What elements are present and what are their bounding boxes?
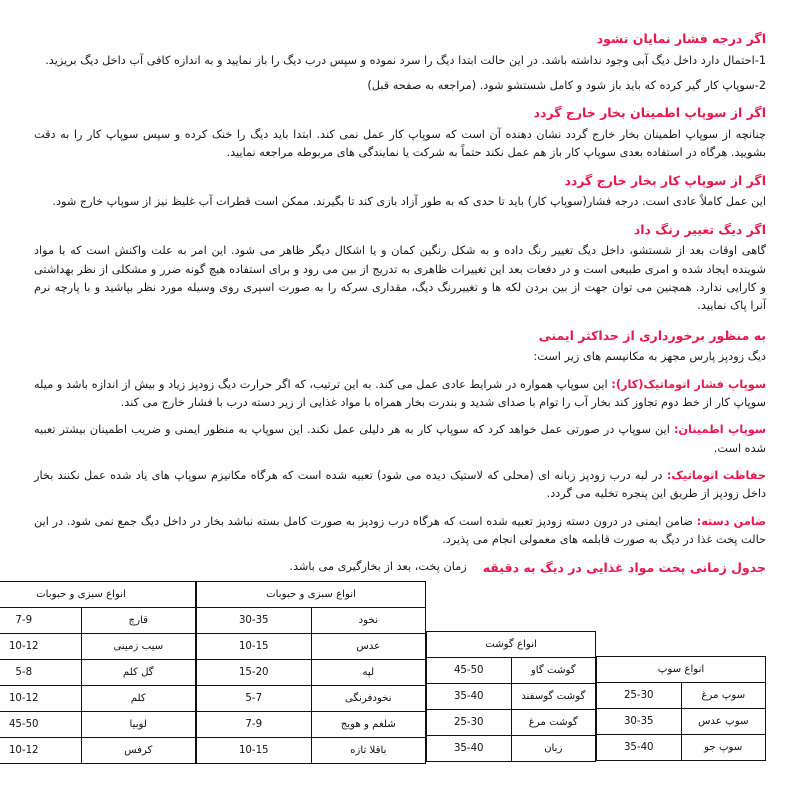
table-row xyxy=(0,608,196,634)
table-row xyxy=(197,686,426,712)
soup-name: سوپ عدس xyxy=(681,709,766,735)
table-header-soup: انواع سوپ xyxy=(597,657,766,683)
table-row xyxy=(0,634,196,660)
veg-name: نخودفرنگی xyxy=(311,686,426,712)
table-header-vegetables: انواع سبزی و حبوبات xyxy=(0,582,196,608)
soup-name: سوپ مرغ xyxy=(681,683,766,709)
meat-time: 25-30 xyxy=(427,710,512,736)
meat-table-wrap xyxy=(426,631,596,762)
safety-intro: دیگ زودپز پارس مجهز به مکانیسم های زیر است: xyxy=(533,350,766,364)
veg-time: 10-15 xyxy=(197,634,312,660)
safety-item-label: سوپاپ فشار اتوماتیک(کار): xyxy=(611,377,766,391)
veg-time: 45-50 xyxy=(0,712,81,738)
tables-subtitle: زمان پخت، بعد از بخارگیری می باشد. xyxy=(289,560,467,574)
table-row xyxy=(0,582,196,608)
table-row xyxy=(597,735,766,761)
vegetables1-table-wrap xyxy=(196,581,426,764)
safety-item-handle-latch xyxy=(34,513,766,550)
table-header-meat: انواع گوشت xyxy=(427,632,596,658)
safety-item-text: ضامن ایمنی در درون دسته زودپز تعبیه شده است که هرگاه درب زودپز به صورت کامل بسته نباشد بخار در داخل دیگ جمع نمی شود. در این حالت پخت غذا در دیگ به صورت قابلمه های معمولی انجام می پذیرد. xyxy=(34,514,766,546)
table-header-vegetables: انواع سبزی و حبوبات xyxy=(197,582,426,608)
veg-name: لپه xyxy=(311,660,426,686)
safety-item-text: این سوپاپ در صورتی عمل خواهد کرد که سوپاپ کار به هر دلیلی عمل نکند. این سوپاپ به منظور ایمنی و ضریب اطمینان بیشتر تعبیه شده است. xyxy=(34,423,766,455)
table-vegetables-1 xyxy=(196,581,426,764)
table-row xyxy=(197,608,426,634)
safety-item-label: حفاظت اتوماتیک: xyxy=(666,468,766,482)
veg-time: 7-9 xyxy=(197,712,312,738)
veg-time: 5-7 xyxy=(197,686,312,712)
table-row xyxy=(427,710,596,736)
section-heading-working-valve-steam: اگر از سوپاپ کار بخار خارج گردد xyxy=(564,172,766,188)
table-row xyxy=(0,686,196,712)
soup-name: سوپ جو xyxy=(681,735,766,761)
table-row xyxy=(0,712,196,738)
veg-time: 10-12 xyxy=(0,686,81,712)
table-row xyxy=(0,660,196,686)
veg-name: گل کلم xyxy=(81,660,196,686)
table-meat xyxy=(426,631,596,762)
tables-row xyxy=(8,581,766,764)
table-row xyxy=(197,582,426,608)
safety-item-label: ضامن دسته: xyxy=(696,514,767,528)
safety-item-auto-protection xyxy=(34,467,766,504)
veg-time: 30-35 xyxy=(197,608,312,634)
table-row xyxy=(0,738,196,764)
meat-name: زبان xyxy=(511,736,596,762)
veg-name: باقلا تازه xyxy=(311,738,426,764)
veg-name: عدس xyxy=(311,634,426,660)
safety-item-text: در لبه درب زودپز زبانه ای (محلی که لاستیک دیده می شود) تعبیه شده است که هرگاه مکانیزم سوپاپ های یاد شده عمل نکنند بخار داخل زودپز از طریق این پنجره تخلیه می گردد. xyxy=(34,468,766,501)
section-paragraph: 1-احتمال دارد داخل دیگ آبی وجود نداشته باشد. در این حالت ابتدا دیگ را سرد نموده و سپس درب دیگ را باز نمایید و به اندازه کافی آب داخل دیگ بریزید. xyxy=(45,53,766,67)
table-row xyxy=(197,738,426,764)
table-row xyxy=(197,660,426,686)
tables-header-row xyxy=(34,560,766,575)
meat-name: گوشت گوسفند xyxy=(511,684,596,710)
table-vegetables-2 xyxy=(0,581,196,764)
meat-name: گوشت مرغ xyxy=(511,710,596,736)
meat-time: 35-40 xyxy=(427,736,512,762)
vegetables2-table-wrap xyxy=(0,581,196,764)
table-row xyxy=(427,632,596,658)
table-row xyxy=(427,658,596,684)
veg-time: 10-15 xyxy=(197,738,312,764)
safety-item-safety-valve xyxy=(34,421,766,458)
veg-time: 15-20 xyxy=(197,660,312,686)
meat-time: 45-50 xyxy=(427,658,512,684)
table-row xyxy=(427,684,596,710)
section-paragraph: این عمل کاملاً عادی است. درجه فشار(سوپاپ کار) باید تا حدی که به طور آزاد بازی کند تا بگیرند. ممکن است قطرات آب غلیظ نیز از سوپاپ خارج شود. xyxy=(52,195,766,209)
veg-name: کرفس xyxy=(81,738,196,764)
soup-table-wrap xyxy=(596,656,766,761)
section-paragraph: چنانچه از سوپاپ اطمینان بخار خارج گردد نشان دهنده آن است که سوپاپ کار عمل نمی کند. ابتدا باید دیگ را خنک کرده و سپس سوپاپ کار را به دقت بشویید. هرگاه در استفاده بعدی سوپاپ کار باز هم عمل نکند حتماً به شرکت یا نمایندگی های مربوطه مراجعه نمایید. xyxy=(34,128,766,160)
soup-time: 35-40 xyxy=(597,735,682,761)
soup-time: 25-30 xyxy=(597,683,682,709)
veg-name: نخود xyxy=(311,608,426,634)
section-heading-discoloration: اگر دیگ تغییر رنگ داد xyxy=(633,221,766,237)
safety-item-auto-pressure-valve xyxy=(34,376,766,413)
table-soup xyxy=(596,656,766,761)
veg-name: لوبیا xyxy=(81,712,196,738)
meat-time: 35-40 xyxy=(427,684,512,710)
cooking-time-tables xyxy=(8,560,766,764)
veg-time: 10-12 xyxy=(0,634,81,660)
section-paragraph: 2-سوپاپ کار گیر کرده که باید باز شود و کامل شستشو شود. (مراجعه به صفحه قبل) xyxy=(367,79,766,93)
section-paragraph: گاهی اوقات بعد از شستشو، داخل دیگ تغییر رنگ داده و به شکل رنگین کمان و یا اشکال دیگر ظاهر می شود. این امر به علت واکنش است که با مواد شوینده ایجاد شده و امری طبیعی است و در دفعات بعد این تغییرات ظاهری به تدریج از بین می رود و برای استفاده هیچ گونه ضرر و مشکلی از نظر بهداشتی و کارایی ندارد. همچنین می توان جهت از بین بردن لکه ها و تغییررنگ دیگ، مقداری سرکه را به صورت اسپری روی وسیله مورد نظر بپاشید و با پارچه نرم آنرا پاک نمایید. xyxy=(34,244,766,313)
veg-name: قارچ xyxy=(81,608,196,634)
veg-time: 5-8 xyxy=(0,660,81,686)
safety-item-label: سوپاپ اطمینان: xyxy=(673,423,766,437)
veg-name: سیب زمینی xyxy=(81,634,196,660)
table-row xyxy=(597,709,766,735)
meat-name: گوشت گاو xyxy=(511,658,596,684)
section-heading-safety-valve-steam: اگر از سوپاپ اطمینان بخار خارج گردد xyxy=(533,105,766,121)
table-row xyxy=(597,657,766,683)
table-row xyxy=(197,712,426,738)
veg-name: شلغم و هویج xyxy=(311,712,426,738)
section-heading-pressure: اگر درجه فشار نمایان نشود xyxy=(596,31,766,46)
tables-title: جدول زمانی پخت مواد غذایی در دیگ به دقیقه xyxy=(482,560,766,576)
veg-time: 10-12 xyxy=(0,738,81,764)
table-row xyxy=(597,683,766,709)
soup-time: 30-35 xyxy=(597,709,682,735)
veg-name: کلم xyxy=(81,686,196,712)
table-row xyxy=(197,634,426,660)
section-heading-max-safety: به منظور برخورداری از حداکثر ایمنی xyxy=(538,327,766,343)
safety-item-text: این سوپاپ همواره در شرایط عادی عمل می کند. به این ترتیب، که اگر حرارت دیگ زودپز زیاد و بیش از اندازه باشد و میله سوپاپ کار از خط دوم تجاوز کند بخار آب را توام با صدای شدید و بندرت بخار همراه با مواد غذایی از زیر دسته درب با فشار خارج می کند. xyxy=(34,377,766,410)
table-row xyxy=(427,736,596,762)
veg-time: 7-9 xyxy=(0,608,81,634)
